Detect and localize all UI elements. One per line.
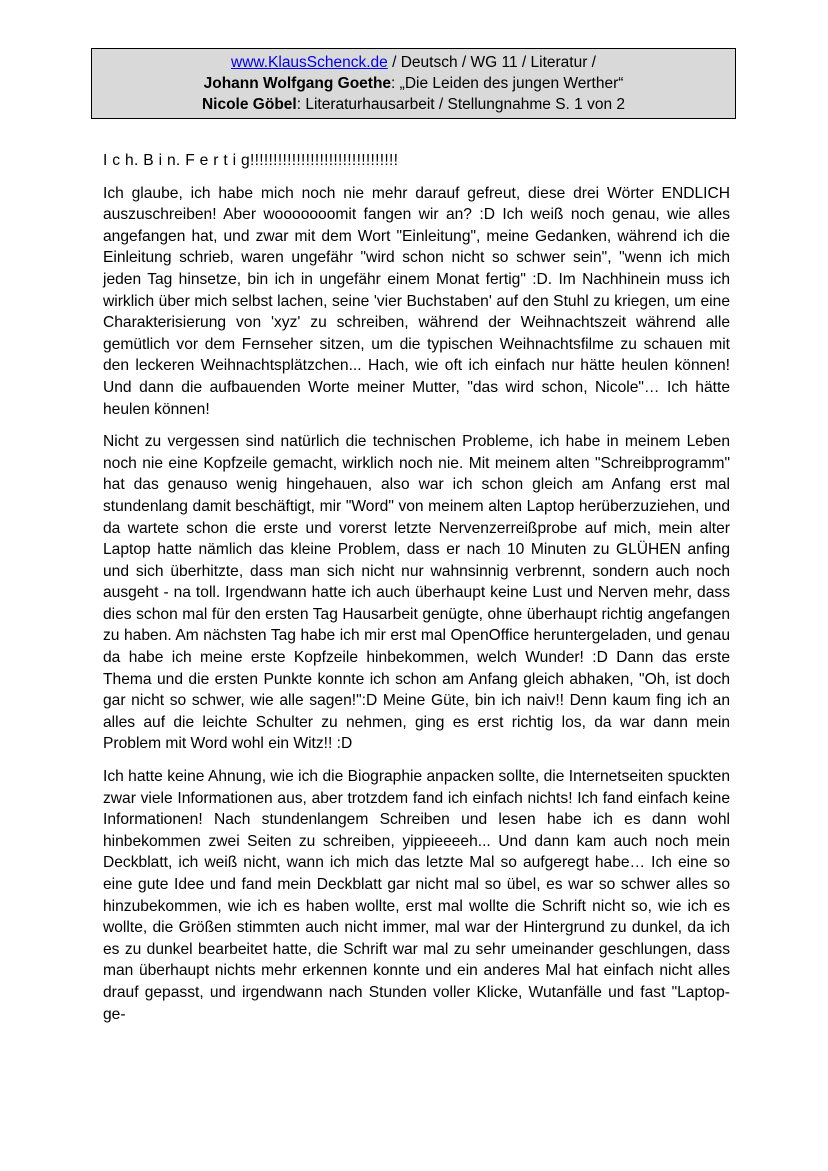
paragraph-1: Ich glaube, ich habe mich noch nie mehr darauf gefreut, diese drei Wörter ENDLICH auszuschreiben! Aber wooooooomit fangen wir an? :D Ich weiß noch genau, wie alles angefangen hat, und zwar mit dem Wort "Einleitung", meine Gedanken, während ich die Einleitung schrieb, waren ungefähr "wird schon nicht so schwer sein", "wenn ich mich jeden Tag hinsetze, bin ich in ungefähr einem Monat fertig" :D. Im Nachhinein muss ich wirklich über mich selbst lachen, seine 'vier Buchstaben' auf den Stuhl zu kriegen, um eine Charakterisierung von 'xyz' zu schreiben, während der Weihnachtszeit während alle gemütlich vor dem Fernseher sitzen, um die typischen Weihnachtsfilme zu schauen mit den leckeren Weihnachtsplätzchen... Hach, wie oft ich einfach nur hätte heulen können! Und dann die aufbauenden Worte meiner Mutter, "das wird schon, Nicole"… Ich hätte heulen können! (103, 184, 730, 418)
document-body (103, 150, 730, 1036)
work-title: : „Die Leiden des jungen Werther“ (391, 75, 624, 92)
opening-heading: I c h. B i n. F e r t i g!!!!!!!!!!!!!!!!!!!!!!!!!!!!!!!! (103, 152, 399, 169)
document-header (91, 48, 736, 119)
header-line-3 (92, 94, 735, 115)
student-name: Nicole Göbel (201, 96, 297, 113)
header-line-1 (92, 52, 735, 73)
assignment-info: : Literaturhausarbeit / Stellungnahme S. 1 von 2 (296, 96, 626, 113)
paragraph-3: Ich hatte keine Ahnung, wie ich die Biographie anpacken sollte, die Internetseiten spuckten zwar viele Informationen aus, aber trotzdem fand ich einfach nichts! Ich fand einfach keine Informationen! Nach stundenlangem Schreiben und lesen habe ich es dann wohl hinbekommen zwei Seiten zu schreiben, yippieeeeh... Und dann kam auch noch mein Deckblatt, ich weiß nicht, wann ich mich das letzte Mal so aufgeregt habe… Ich eine so eine gute Idee und fand mein Deckblatt gar nicht mal so übel, es war so schwer alles so hinzubekommen, wie ich es haben wollte, erst mal wollte die Schrift nicht so, wie ich es wollte, die Größen stimmten auch nicht immer, mal war der Hintergrund zu dunkel, da ich es zu dunkel bearbeitet hatte, die Schrift war mal zu sehr umeinander geschlungen, dass man überhaupt nichts mehr erkennen konnte und ein anderes Mal hat einfach nicht alles drauf gepasst, und irgendwann nach Stunden voller Klicke, Wutanfälle und fast "Laptop-ge- (103, 768, 730, 1023)
website-link[interactable]: www.KlausSchenck.de (231, 54, 388, 71)
author-name: Johann Wolfgang Goethe (203, 75, 392, 92)
header-line-2 (92, 73, 735, 94)
course-info: / Deutsch / WG 11 / Literatur / (387, 54, 596, 71)
paragraph-2: Nicht zu vergessen sind natürlich die technischen Probleme, ich habe in meinem Leben noch nie eine Kopfzeile gemacht, wirklich noch nie. Mit meinem alten "Schreibprogramm" hat das genauso wenig hingehauen, also war ich schon gleich am Anfang erst mal stundenlang damit beschäftigt, mir "Word" von meinem alten Laptop herüberzuziehen, und da wartete schon die erste und vorerst letzte Nervenzerreißprobe auf mich, mein alter Laptop hatte nämlich das kleine Problem, dass er nach 10 Minuten zu GLÜHEN anfing und sich überhitzte, dass man sich nicht nur wahnsinnig verbrennt, sondern auch noch ausgeht - na toll. Irgendwann hatte ich auch überhaupt keine Lust und Nerven mehr, dass dies schon mal für den ersten Tag Hausarbeit genügte, ohne überhaupt richtig angefangen zu haben. Am nächsten Tag habe ich mir erst mal OpenOffice heruntergeladen, und genau da habe ich meine erste Kopfzeile hinbekommen, welch Wunder! :D Dann das erste Thema und die ersten Punkte konnte ich schon am Anfang gleich abhaken, "Oh, ist doch gar nicht so schwer, wie alle sagen!":D Meine Güte, bin ich naiv!! Denn kaum fing ich an alles auf die leichte Schulter zu nehmen, ging es erst richtig los, da war dann mein Problem mit Word wohl ein Witz!! :D (103, 433, 730, 753)
